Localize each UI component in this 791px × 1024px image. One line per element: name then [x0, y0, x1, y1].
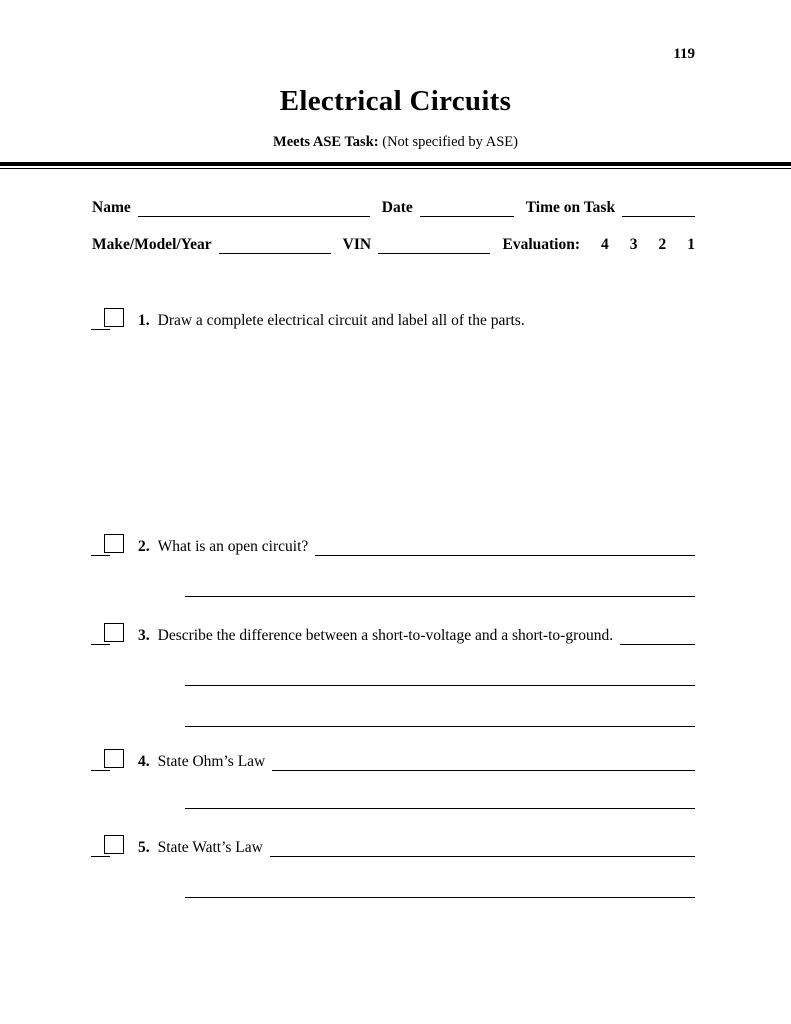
question-number: 1. [138, 312, 150, 329]
checkbox-icon[interactable] [104, 308, 124, 327]
question-2-answer-blank[interactable] [315, 539, 695, 556]
question-number: 4. [138, 753, 150, 770]
date-blank[interactable] [420, 199, 514, 217]
checkbox-icon[interactable] [104, 749, 124, 768]
drawing-space[interactable] [92, 330, 695, 534]
name-label: Name [92, 199, 131, 216]
question-row-2 [92, 534, 695, 556]
question-text: State Watt’s Law [157, 839, 263, 856]
question-2-answer-line[interactable] [185, 556, 695, 597]
question-row-4 [92, 749, 695, 771]
evaluation-scores [580, 236, 695, 254]
checkbox-tail [91, 329, 110, 331]
question-3-answer-line[interactable] [185, 686, 695, 727]
checkbox-tail [91, 770, 110, 772]
checkbox-icon[interactable] [104, 534, 124, 553]
divider-rule [0, 162, 791, 169]
question-3-answer-line[interactable] [185, 645, 695, 686]
checkbox-tail [91, 555, 110, 557]
question-row-5 [92, 835, 695, 857]
time-on-task-blank[interactable] [622, 199, 695, 217]
evaluation-score-3[interactable]: 3 [629, 236, 638, 253]
divider-rule-thin [0, 168, 791, 170]
checkbox-icon[interactable] [104, 835, 124, 854]
checkbox-icon[interactable] [104, 623, 124, 642]
worksheet-content [0, 199, 791, 898]
page-number: 119 [673, 46, 695, 62]
evaluation-label: Evaluation: [502, 236, 580, 253]
time-on-task-label: Time on Task [525, 199, 616, 216]
vehicle-info-row [92, 236, 695, 254]
task-checkbox-3[interactable] [100, 623, 124, 645]
checkbox-tail [91, 644, 110, 646]
make-model-year-blank[interactable] [219, 236, 331, 254]
task-checkbox-1[interactable] [100, 308, 124, 330]
checkbox-tail [91, 856, 110, 858]
ase-task-line [0, 134, 791, 151]
task-checkbox-5[interactable] [100, 835, 124, 857]
date-label: Date [381, 199, 413, 216]
worksheet-title: Electrical Circuits [279, 85, 512, 117]
make-model-year-label: Make/Model/Year [92, 236, 212, 253]
question-5-answer-blank[interactable] [270, 840, 695, 857]
student-info-row [92, 199, 695, 217]
question-5-answer-line[interactable] [185, 857, 695, 898]
question-number: 5. [138, 839, 150, 856]
question-text: State Ohm’s Law [157, 753, 266, 770]
question-number: 2. [138, 538, 150, 555]
question-number: 3. [138, 627, 150, 644]
task-checkbox-2[interactable] [100, 534, 124, 556]
question-text: Draw a complete electrical circuit and label all of the parts. [157, 312, 525, 329]
name-blank[interactable] [138, 199, 370, 217]
task-checkbox-4[interactable] [100, 749, 124, 771]
vin-label: VIN [342, 236, 372, 253]
evaluation-score-1[interactable]: 1 [687, 236, 695, 253]
question-4-answer-line[interactable] [185, 771, 695, 809]
question-row-1 [92, 308, 695, 330]
question-text: Describe the difference between a short-to-voltage and a short-to-ground. [157, 627, 614, 644]
evaluation-score-4[interactable]: 4 [601, 236, 609, 253]
evaluation-score-2[interactable]: 2 [658, 236, 667, 253]
ase-task-value: (Not specified by ASE) [382, 134, 518, 150]
evaluation-group [502, 236, 695, 254]
question-text: What is an open circuit? [157, 538, 309, 555]
question-3-answer-blank[interactable] [620, 628, 695, 645]
vin-blank[interactable] [378, 236, 490, 254]
question-row-3 [92, 623, 695, 645]
question-4-answer-blank[interactable] [272, 754, 695, 771]
ase-task-label: Meets ASE Task: [273, 134, 379, 150]
divider-rule-thick [0, 162, 791, 166]
